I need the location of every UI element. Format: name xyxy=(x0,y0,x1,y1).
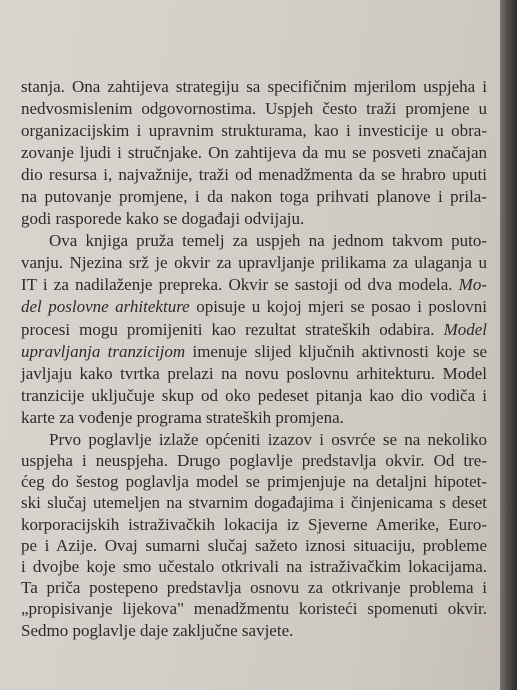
italic-segment: del poslovne arhitekture xyxy=(21,297,190,317)
italic-segment: Mo- xyxy=(458,275,487,295)
text-segment: imenuje slijed ključnih aktivnosti koje se xyxy=(185,341,487,361)
text-line: zovanje ljudi i stručnjake. On zahtijeva da mu se posveti značajan xyxy=(21,143,487,163)
text-segment: vanju. Njezina srž je okvir za upravljanje prilikama za ulaganja u xyxy=(21,253,487,273)
text-line: pe i Azije. Ovaj sumarni slučaj sažeto iznosi situaciju, probleme xyxy=(21,535,487,555)
text-line xyxy=(21,252,487,274)
text-line: na putovanje promjene, i da nakon toga prihvati planove i prila- xyxy=(21,187,487,207)
text-line: Sedmo poglavlje daje zaključne savjete. xyxy=(21,620,294,640)
italic-segment: upravljanja tranzicijom xyxy=(21,341,186,361)
paragraph-1 xyxy=(21,76,487,230)
text-line xyxy=(21,319,487,341)
book-spine-edge xyxy=(500,0,517,690)
text-line: i dvojbe koje smo učestalo otkrivali na istraživačkim lokacijama. xyxy=(21,556,487,576)
paragraph-2 xyxy=(21,230,487,428)
text-line: dio resursa i, najvažnije, traži od menadžmenta da se hrabro uputi xyxy=(21,165,487,185)
text-line: stanja. Ona zahtijeva strategiju sa specifičnim mjerilom uspjeha i xyxy=(21,77,487,96)
text-line xyxy=(21,385,487,407)
text-line: Ta priča postepeno predstavlja osnovu za otkrivanje problema i xyxy=(21,578,487,598)
text-segment: karte za vođenje programa strateških promjena. xyxy=(21,407,344,427)
text-segment: javljaju kako tvrtka prelazi na novu poslovnu arhitekturu. Model xyxy=(21,363,487,383)
text-line: ćeg do šestog poglavlja model se primjenjuje na detaljni hipotet- xyxy=(21,472,487,492)
text-line xyxy=(21,363,487,385)
text-line xyxy=(21,341,487,363)
text-segment: tranzicije uključuje skup od oko pedeset pitanja kao dio vodiča i xyxy=(21,385,487,405)
text-line: „propisivanje lijekova" menadžmentu koristeći spomenuti okvir. xyxy=(21,599,487,619)
text-line xyxy=(21,407,487,429)
text-line xyxy=(21,230,487,252)
text-segment: IT i za nadilaženje prepreka. Okvir se sastoji od dva modela. xyxy=(21,275,459,295)
text-line xyxy=(21,296,487,318)
text-line: nedvosmislenim odgovornostima. Uspjeh često traži promjene u xyxy=(21,99,487,119)
text-segment: opisuje u kojoj mjeri se posao i poslovni xyxy=(189,297,487,317)
text-line xyxy=(21,274,487,296)
text-line: korporacijskih istraživačkih lokacija iz Sjeverne Amerike, Euro- xyxy=(21,514,487,534)
text-line: godi rasporede kako se događaji odvijaju. xyxy=(21,209,305,229)
text-segment: procesi mogu promijeniti kao rezultat strateških odabira. xyxy=(21,319,444,339)
text-segment: Ova knjiga pruža temelj za uspjeh na jednom takvom puto- xyxy=(49,231,487,251)
italic-segment: Model xyxy=(443,319,487,339)
text-line: organizacijskim i upravnim strukturama, kao i investicije u obra- xyxy=(21,121,487,141)
paragraph-3 xyxy=(21,429,487,641)
text-line: Prvo poglavlje izlaže općeniti izazov i osvrće se na nekoliko xyxy=(49,429,487,449)
text-line: uspjeha i neuspjeha. Drugo poglavlje predstavlja okvir. Od tre- xyxy=(21,450,487,470)
page-text xyxy=(21,76,487,641)
text-line: ski slučaj utemeljen na stvarnim događajima i činjenicama s deset xyxy=(21,493,487,513)
